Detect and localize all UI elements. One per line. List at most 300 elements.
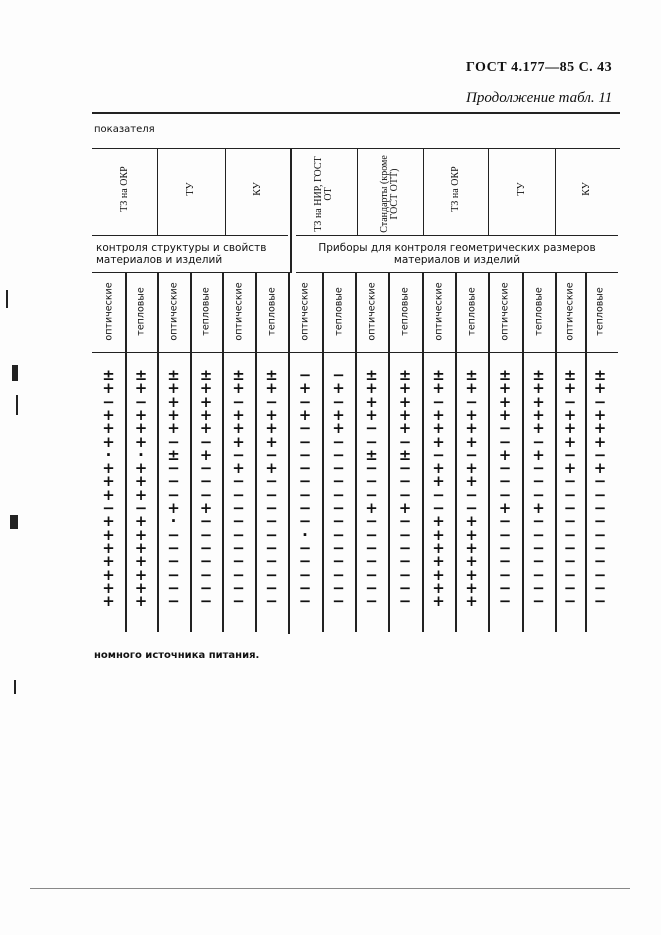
table-cell: +	[134, 419, 148, 438]
table-cell: −	[365, 525, 378, 544]
table-cell: −	[563, 485, 577, 504]
column-header: тепловые	[333, 287, 344, 336]
table-cell: −	[332, 538, 345, 557]
table-cell: +	[102, 472, 115, 491]
doc-type-header: ТЗ на ОКР	[118, 166, 130, 212]
table-cell: −	[532, 459, 545, 478]
column-header: оптические	[299, 282, 311, 341]
table-cell: −	[102, 499, 115, 517]
table-cell: −	[298, 592, 312, 611]
table-cell: +	[298, 379, 312, 398]
table-cell: −	[563, 472, 577, 491]
column-header: тепловые	[466, 287, 477, 336]
table-cell: −	[298, 366, 312, 384]
table-cell: +	[465, 538, 478, 557]
table-cell: +	[465, 405, 478, 424]
table-cell: −	[167, 432, 180, 451]
table-cell: +	[532, 419, 545, 438]
table-cell: −	[298, 565, 312, 584]
table-cell: +	[563, 379, 577, 398]
table-cell: −	[593, 485, 607, 504]
table-cell: −	[232, 538, 245, 557]
table-cell: −	[498, 592, 512, 611]
table-cell: −	[199, 552, 213, 571]
table-cell: ±	[532, 366, 545, 384]
table-cell: +	[134, 578, 148, 597]
table-cell: +	[498, 445, 512, 464]
table-cell: ±	[398, 366, 412, 384]
table-cell: −	[199, 578, 213, 597]
table-cell: +	[432, 538, 445, 557]
table-cell: +	[167, 499, 180, 517]
column-header: оптические	[103, 282, 114, 341]
table-cell: −	[465, 392, 478, 411]
table-cell: −	[298, 445, 312, 464]
table-cell: +	[102, 432, 115, 451]
column-header: оптические	[433, 282, 444, 341]
table-cell: −	[398, 552, 412, 571]
table-cell: +	[167, 392, 180, 411]
table-cell: −	[332, 392, 345, 411]
table-cell: −	[298, 512, 312, 531]
doc-type-header: ТУ	[515, 182, 527, 196]
column-group-label: показателя	[94, 124, 155, 135]
table-cell: −	[199, 538, 213, 557]
table-cell: −	[265, 592, 278, 611]
table-cell: −	[563, 538, 577, 557]
table-cell: −	[398, 512, 412, 531]
table-cell: −	[365, 472, 378, 491]
divider	[488, 148, 489, 236]
table-cell: +	[102, 578, 115, 597]
column-header: тепловые	[135, 287, 147, 336]
table-cell: −	[232, 472, 245, 491]
table-cell: +	[532, 405, 545, 424]
group-header-right: Приборы для контроля геометрических размеров материалов и изделий	[318, 242, 596, 266]
table-cell: −	[398, 432, 412, 451]
table-cell: +	[432, 578, 445, 597]
table-cell: +	[265, 432, 278, 451]
table-cell: +	[232, 405, 245, 424]
table-cell: −	[298, 419, 312, 438]
table-cell: +	[102, 419, 115, 438]
table-cell: −	[532, 538, 545, 557]
table-cell: +	[398, 419, 412, 438]
table-cell: −	[265, 552, 278, 571]
table-cell: −	[265, 499, 278, 517]
table-top-rule	[92, 112, 620, 114]
table-cell: +	[102, 379, 115, 398]
table-cell: −	[298, 485, 312, 504]
table-cell: −	[298, 578, 312, 597]
divider	[92, 148, 620, 149]
table-cell: −	[563, 499, 577, 517]
table-cell: ±	[199, 366, 213, 384]
table-cell: +	[199, 379, 213, 398]
table-cell: +	[498, 392, 512, 411]
table-cell: +	[199, 392, 213, 411]
table-cell: ·	[105, 445, 112, 464]
table-cell: −	[167, 459, 180, 478]
table-cell: −	[593, 445, 607, 464]
table-cell: −	[332, 366, 345, 384]
table-cell: −	[365, 459, 378, 478]
divider	[296, 272, 618, 273]
table-cell: −	[398, 485, 412, 504]
table-cell: −	[532, 525, 545, 544]
table-cell: −	[332, 445, 345, 464]
table-cell: ±	[593, 366, 607, 384]
table-cell: −	[365, 485, 378, 504]
table-cell: −	[498, 459, 512, 478]
column-header: тепловые	[200, 287, 212, 336]
scan-mark	[14, 680, 16, 694]
table-cell: −	[563, 392, 577, 411]
table-cell: +	[102, 459, 115, 478]
table-cell: −	[167, 525, 180, 544]
table-cell: −	[167, 538, 180, 557]
table-cell: −	[265, 538, 278, 557]
column-header: оптические	[499, 282, 511, 341]
table-cell: −	[298, 538, 312, 557]
table-cell: −	[265, 445, 278, 464]
table-cell: −	[365, 512, 378, 531]
scan-mark	[6, 290, 8, 308]
doc-type-header: КУ	[251, 182, 263, 196]
table-cell: +	[265, 459, 278, 478]
table-cell: −	[365, 552, 378, 571]
table-cell: −	[332, 578, 345, 597]
table-cell: +	[398, 499, 412, 517]
table-cell: +	[593, 432, 607, 451]
table-cell: −	[199, 485, 213, 504]
table-cell: +	[498, 405, 512, 424]
table-cell: −	[332, 565, 345, 584]
table-cell: −	[593, 472, 607, 491]
divider	[92, 235, 288, 236]
divider	[92, 352, 618, 353]
table-cell: −	[232, 512, 245, 531]
table-cell: +	[432, 592, 445, 611]
table-cell: −	[593, 578, 607, 597]
table-cell: −	[398, 472, 412, 491]
table-cell: −	[199, 592, 213, 611]
divider	[157, 148, 158, 236]
table-cell: +	[232, 379, 245, 398]
table-cell: +	[134, 459, 148, 478]
table-cell: −	[332, 512, 345, 531]
table-cell: −	[265, 565, 278, 584]
column-header: оптические	[168, 282, 179, 341]
table-cell: −	[563, 552, 577, 571]
table-cell: +	[532, 499, 545, 517]
table-cell: +	[102, 565, 115, 584]
table-cell: +	[465, 432, 478, 451]
table-cell: +	[465, 565, 478, 584]
table-cell: ±	[465, 366, 478, 384]
table-cell: +	[498, 499, 512, 517]
table-cell: +	[465, 379, 478, 398]
table-cell: ±	[398, 445, 412, 464]
table-cell: +	[232, 459, 245, 478]
table-continuation: Продолжение табл. 11	[466, 90, 613, 106]
table-cell: −	[265, 472, 278, 491]
table-cell: −	[199, 525, 213, 544]
table-cell: ±	[167, 366, 180, 384]
table-cell: −	[593, 499, 607, 517]
column-header: оптические	[564, 282, 576, 341]
table-cell: +	[265, 379, 278, 398]
table-cell: +	[465, 578, 478, 597]
table-cell: −	[332, 472, 345, 491]
table-cell: +	[199, 405, 213, 424]
table-cell: +	[593, 419, 607, 438]
table-cell: −	[563, 445, 577, 464]
table-cell: −	[532, 592, 545, 611]
table-cell: +	[332, 379, 345, 398]
table-cell: +	[498, 379, 512, 398]
table-cell: −	[167, 592, 180, 611]
table-cell: −	[498, 525, 512, 544]
table-cell: +	[298, 405, 312, 424]
table-cell: ±	[432, 366, 445, 384]
table-cell: −	[332, 525, 345, 544]
table-cell: ±	[102, 366, 115, 384]
table-cell: +	[563, 405, 577, 424]
table-cell: −	[532, 432, 545, 451]
table-cell: −	[332, 485, 345, 504]
table-cell: +	[199, 445, 213, 464]
table-cell: −	[563, 512, 577, 531]
table-cell: +	[465, 459, 478, 478]
divider	[296, 235, 618, 236]
table-cell: +	[365, 392, 378, 411]
table-cell: −	[365, 592, 378, 611]
table-cell: −	[365, 432, 378, 451]
table-cell: +	[134, 472, 148, 491]
table-cell: +	[432, 512, 445, 531]
table-cell: −	[563, 578, 577, 597]
table-cell: −	[199, 565, 213, 584]
table-cell: −	[398, 565, 412, 584]
scan-edge	[30, 888, 630, 889]
table-cell: +	[593, 405, 607, 424]
table-cell: +	[432, 432, 445, 451]
table-cell: −	[432, 485, 445, 504]
table-cell: −	[232, 499, 245, 517]
table-cell: −	[265, 525, 278, 544]
table-cell: −	[232, 552, 245, 571]
table-cell: −	[167, 552, 180, 571]
doc-type-header: Стандарты (кроме ГОСТ ОТТ)	[379, 155, 400, 233]
table-cell: +	[398, 392, 412, 411]
table-cell: −	[563, 565, 577, 584]
column-header: оптические	[233, 282, 244, 341]
table-cell: −	[199, 512, 213, 531]
table-cell: −	[498, 419, 512, 438]
table-cell: −	[332, 499, 345, 517]
table-cell: −	[593, 565, 607, 584]
table-cell: +	[398, 379, 412, 398]
divider	[225, 148, 226, 236]
table-cell: −	[102, 392, 115, 411]
table-cell: +	[167, 405, 180, 424]
table-cell: −	[134, 392, 148, 411]
table-cell: −	[532, 512, 545, 531]
table-cell: −	[332, 552, 345, 571]
table-cell: −	[232, 445, 245, 464]
table-cell: −	[365, 419, 378, 438]
table-cell: +	[134, 485, 148, 504]
table-cell: −	[498, 538, 512, 557]
table-cell: −	[167, 485, 180, 504]
divider	[423, 148, 424, 236]
table-cell: −	[465, 499, 478, 517]
table-cell: ±	[365, 445, 378, 464]
table-cell: +	[199, 419, 213, 438]
table-cell: −	[332, 432, 345, 451]
footnote: номного источника питания.	[94, 650, 260, 661]
table-cell: −	[532, 578, 545, 597]
table-cell: +	[332, 405, 345, 424]
table-cell: −	[398, 578, 412, 597]
table-cell: −	[498, 565, 512, 584]
table-cell: +	[432, 565, 445, 584]
table-cell: ±	[232, 366, 245, 384]
table-cell: +	[432, 472, 445, 491]
doc-type-header: КУ	[580, 182, 592, 196]
table-cell: −	[593, 538, 607, 557]
table-cell: −	[298, 459, 312, 478]
table-cell: −	[593, 392, 607, 411]
table-cell: +	[465, 512, 478, 531]
table-cell: ±	[265, 366, 278, 384]
table-cell: −	[498, 512, 512, 531]
table-cell: +	[432, 459, 445, 478]
column-header: оптические	[366, 282, 377, 341]
table-cell: +	[134, 538, 148, 557]
table-cell: +	[332, 419, 345, 438]
table-cell: +	[232, 419, 245, 438]
table-cell: −	[134, 499, 148, 517]
table-cell: +	[465, 552, 478, 571]
table-cell: +	[432, 405, 445, 424]
table-cell: +	[532, 392, 545, 411]
column-header: тепловые	[594, 287, 606, 336]
table-cell: −	[265, 512, 278, 531]
table-cell: −	[593, 592, 607, 611]
table-cell: −	[199, 432, 213, 451]
table-cell: −	[332, 592, 345, 611]
table-cell: −	[232, 525, 245, 544]
table-cell: −	[532, 485, 545, 504]
table-cell: +	[365, 499, 378, 517]
table-cell: −	[199, 459, 213, 478]
table-cell: +	[532, 379, 545, 398]
table-cell: −	[232, 485, 245, 504]
table-cell: +	[432, 525, 445, 544]
table-cell: −	[365, 565, 378, 584]
table-cell: −	[398, 538, 412, 557]
table-cell: −	[365, 578, 378, 597]
table-cell: +	[563, 419, 577, 438]
table-cell: −	[298, 499, 312, 517]
table-cell: −	[498, 578, 512, 597]
table-cell: +	[465, 525, 478, 544]
table-cell: −	[232, 592, 245, 611]
table-cell: +	[199, 499, 213, 517]
table-cell: +	[102, 538, 115, 557]
table-cell: +	[465, 592, 478, 611]
table-cell: +	[102, 405, 115, 424]
table-cell: −	[593, 512, 607, 531]
table-cell: −	[298, 392, 312, 411]
table-cell: ±	[563, 366, 577, 384]
table-cell: −	[298, 472, 312, 491]
doc-type-header: ТУ	[185, 182, 196, 196]
table-cell: −	[563, 592, 577, 611]
table-cell: +	[134, 552, 148, 571]
table-cell: ±	[134, 366, 148, 384]
table-cell: ·	[170, 512, 177, 531]
table-cell: +	[365, 405, 378, 424]
table-cell: ·	[138, 445, 144, 464]
table-cell: −	[498, 485, 512, 504]
table-cell: −	[232, 565, 245, 584]
column-header: тепловые	[533, 287, 544, 336]
table-cell: −	[265, 485, 278, 504]
table-cell: −	[232, 578, 245, 597]
table-cell: +	[265, 419, 278, 438]
table-cell: −	[465, 445, 478, 464]
table-cell: −	[532, 565, 545, 584]
scan-mark	[12, 365, 18, 381]
table-cell: −	[593, 525, 607, 544]
divider	[357, 148, 358, 236]
table-cell: +	[134, 592, 148, 611]
table-cell: +	[134, 512, 148, 531]
group-header-left: контроля структуры и свойств материалов и изделий	[96, 242, 267, 266]
table-cell: −	[167, 578, 180, 597]
column-header: тепловые	[399, 287, 411, 336]
document-number: ГОСТ 4.177—85 С. 43	[466, 60, 613, 75]
table-cell: −	[498, 472, 512, 491]
table-cell: +	[167, 419, 180, 438]
group-divider	[290, 148, 292, 273]
table-cell: −	[265, 578, 278, 597]
table-cell: −	[563, 525, 577, 544]
table-cell: −	[498, 552, 512, 571]
table-cell: −	[432, 445, 445, 464]
table-cell: +	[102, 525, 115, 544]
table-cell: −	[298, 432, 312, 451]
table-cell: +	[398, 405, 412, 424]
table-cell: +	[134, 432, 148, 451]
table-cell: +	[365, 379, 378, 398]
table-cell: ±	[167, 445, 180, 464]
table-cell: −	[298, 552, 312, 571]
table-cell: +	[102, 552, 115, 571]
table-cell: +	[563, 459, 577, 478]
table-cell: +	[102, 592, 115, 611]
table-cell: −	[593, 552, 607, 571]
doc-type-header: ТЗ на НИР, ГОСТ ОТ	[312, 156, 334, 232]
table-cell: +	[465, 419, 478, 438]
table-cell: −	[532, 472, 545, 491]
table-cell: ±	[365, 366, 378, 384]
table-cell: +	[134, 525, 148, 544]
divider	[555, 148, 556, 236]
